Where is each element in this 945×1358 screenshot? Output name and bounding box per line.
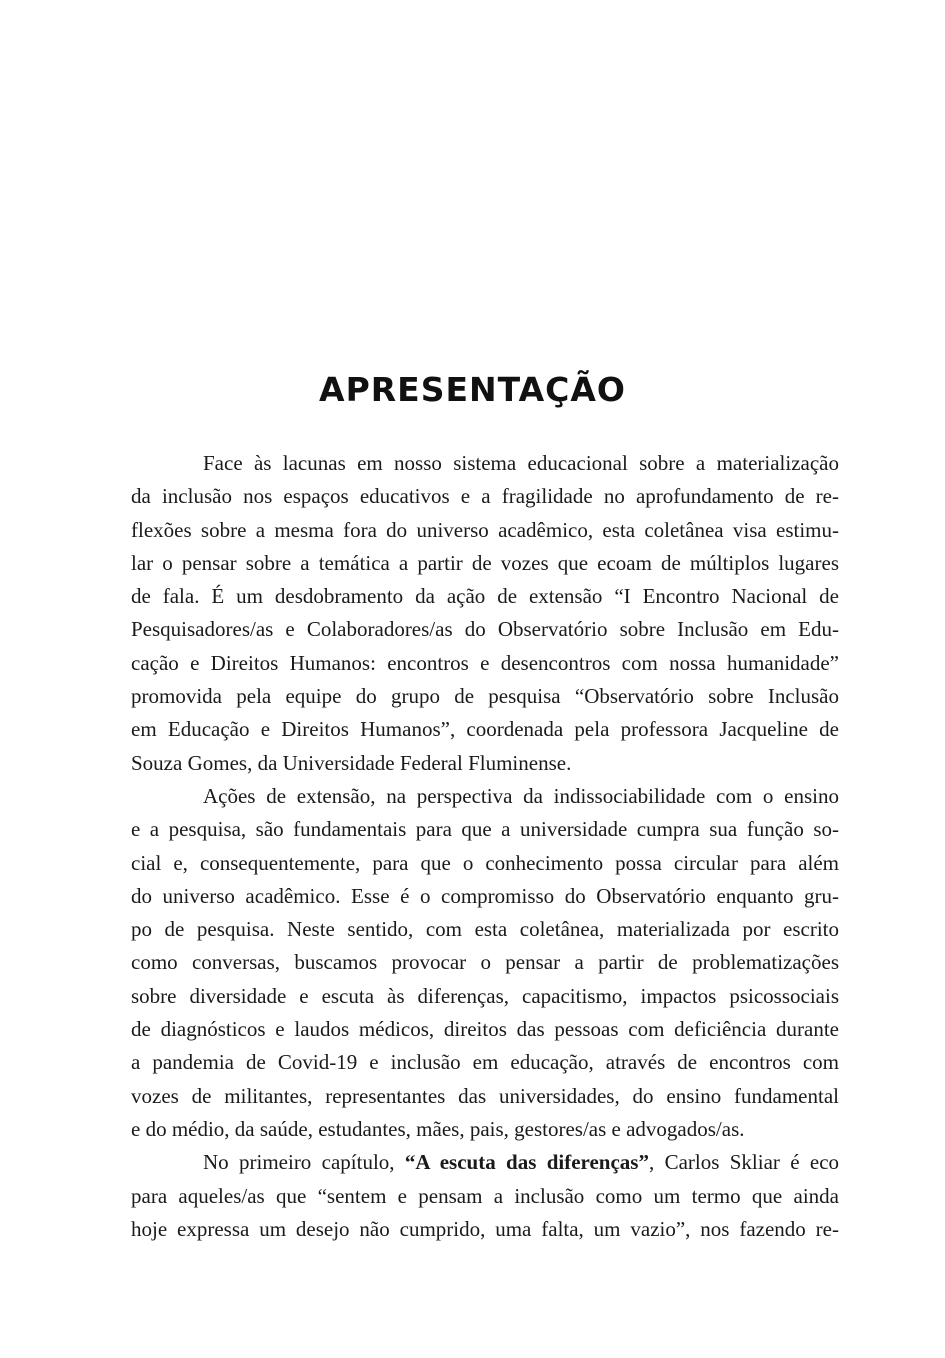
text-line: da inclusão nos espaços educativos e a fragilidade no aprofundamento de re- <box>131 484 839 509</box>
text-run: , Carlos Skliar é eco <box>648 1150 840 1175</box>
paragraph-2 <box>131 780 839 1146</box>
paragraph-3 <box>131 1146 839 1246</box>
text-run: No primeiro capítulo, <box>203 1150 405 1175</box>
text-line: Face às lacunas em nosso sistema educacional sobre a materialização <box>203 451 839 475</box>
text-line: e do médio, da saúde, estudantes, mães, pais, gestores/as e advogados/as. <box>131 1116 745 1141</box>
text-line: Souza Gomes, da Universidade Federal Fluminense. <box>131 750 572 775</box>
text-line: a pandemia de Covid-19 e inclusão em educação, através de encontros com <box>131 1050 839 1075</box>
paragraph-1 <box>131 447 839 780</box>
text-line: de diagnósticos e laudos médicos, direitos das pessoas com deficiência durante <box>131 1017 839 1042</box>
text-line: cação e Direitos Humanos: encontros e desencontros com nossa humanidade” <box>131 650 839 675</box>
text-line: lar o pensar sobre a temática a partir de vozes que ecoam de múltiplos lugares <box>131 550 839 575</box>
chapter-title: APRESENTAÇÃO <box>319 370 626 409</box>
text-line: e a pesquisa, são fundamentais para que a universidade cumpra sua função so- <box>131 817 839 842</box>
text-line: vozes de militantes, representantes das universidades, do ensino fundamental <box>131 1083 839 1108</box>
text-line: cial e, consequentemente, para que o conhecimento possa circular para além <box>131 850 839 875</box>
text-line: flexões sobre a mesma fora do universo acadêmico, esta coletânea visa estimu- <box>131 517 839 542</box>
body-text <box>131 447 839 1246</box>
text-line: em Educação e Direitos Humanos”, coordenada pela professora Jacqueline de <box>131 717 839 742</box>
text-line: hoje expressa um desejo não cumprido, uma falta, um vazio”, nos fazendo re- <box>131 1216 839 1241</box>
text-line: como conversas, buscamos provocar o pensar a partir de problematizações <box>131 950 839 975</box>
chapter-reference: “A escuta das diferenças” <box>404 1150 649 1175</box>
text-line <box>131 1146 839 1179</box>
text-line: po de pesquisa. Neste sentido, com esta coletânea, materializada por escrito <box>131 917 839 942</box>
text-line: promovida pela equipe do grupo de pesquisa “Observatório sobre Inclusão <box>131 684 839 709</box>
text-line: para aqueles/as que “sentem e pensam a inclusão como um termo que ainda <box>131 1183 839 1208</box>
text-line: de fala. É um desdobramento da ação de extensão “I Encontro Nacional de <box>131 584 839 609</box>
text-line: Pesquisadores/as e Colaboradores/as do Observatório sobre Inclusão em Edu- <box>131 617 839 642</box>
text-line: Ações de extensão, na perspectiva da indissociabilidade com o ensino <box>203 783 839 808</box>
text-line: do universo acadêmico. Esse é o compromisso do Observatório enquanto gru- <box>131 883 839 908</box>
text-line: sobre diversidade e escuta às diferenças, capacitismo, impactos psicossociais <box>131 983 839 1008</box>
